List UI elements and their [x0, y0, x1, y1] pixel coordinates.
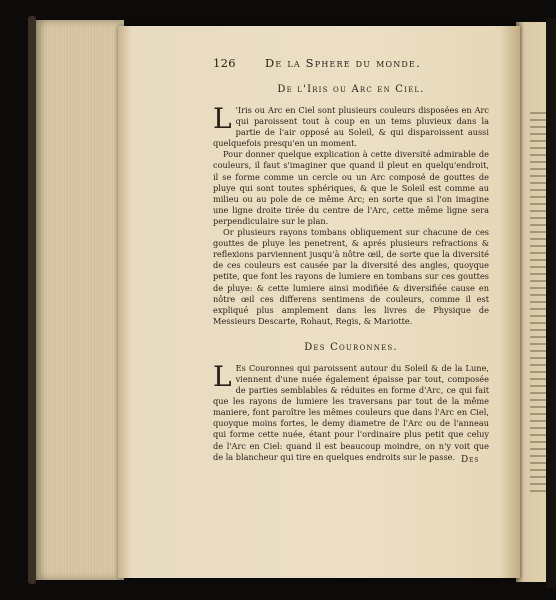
page-number: 126: [213, 56, 236, 70]
running-head: [213, 56, 489, 72]
paragraph-iris-1: [213, 102, 489, 149]
paragraph-text: 'Iris ou Arc en Ciel sont plusieurs couleurs disposées en Arc qui paroissent tout à coup en un tems pluvieux dans la partie de l'air opposé au Soleil, & qui disparoissent aussi quelquefois presqu'en un moment.: [213, 105, 489, 149]
drop-cap: L: [213, 359, 232, 393]
catchword: Des: [461, 455, 480, 465]
paragraph-iris-3: Or plusieurs rayons tombans obliquement sur chacune de ces gouttes de pluye les penetrent, & aprés plusieurs refractions & reflexions parviennent jusqu'à nôtre œil, de sorte que la diversité de ces couleurs est causée par la diversité des angles, quoyque petite, que font les rayons de lumiere en tombans sur ces gouttes de pluye: & cette lumiere ainsi modifiée & diversifiée cause en nôtre œil ces differens sentimens de couleurs, comme il est expliqué plus amplement dans les livres de Physique de Messieurs Descarte, Rohaut, Regis, & Mariotte.: [213, 227, 489, 326]
paragraph-text: Es Couronnes qui paroissent autour du Soleil & de la Lune, viennent d'une nuée également épaisse par tout, composée de parties semblables & réduites en forme d'Arc, ce qui fait que les rayons de lumiere les traversans par tout de la même maniere, font paroître les mêmes couleurs que dans l'Arc en Ciel, quoyque moins fortes, le demy diametre de l'Arc ou de l'anneau qui forme cette nuée, étant pour l'ordinaire plus petit que celuy de l'Arc en Ciel: quand il est beaucoup moindre, on n'y voit que de la blancheur qui tire en quelques endroits sur le passe.: [213, 362, 489, 462]
running-title: De la Sphere du monde.: [265, 56, 421, 70]
drop-cap: L: [213, 102, 232, 135]
page-block-edges: [34, 20, 124, 580]
paragraph-iris-2: Pour donner quelque explication à cette diversité admirable de couleurs, il faut s'imaginer que quand il pleut en quelqu'endroit, il se forme comme un cercle ou un Arc composé de gouttes de pluye qui sont toutes sphériques, & que le Soleil est comme au milieu ou au pole de ce même Arc; en sorte que si l'on imagine une ligne droite tirée du centre de l'Arc, cette même ligne sera perpendiculaire sur le plan.: [213, 149, 489, 226]
paragraph-couronnes-1: [213, 359, 489, 463]
right-cover: [546, 18, 556, 588]
book-cover-edge: [28, 16, 36, 584]
section-title-iris: De l'Iris ou Arc en Ciel.: [277, 84, 425, 95]
section-title-couronnes: Des Couronnes.: [304, 341, 398, 353]
page-content: [213, 56, 489, 463]
